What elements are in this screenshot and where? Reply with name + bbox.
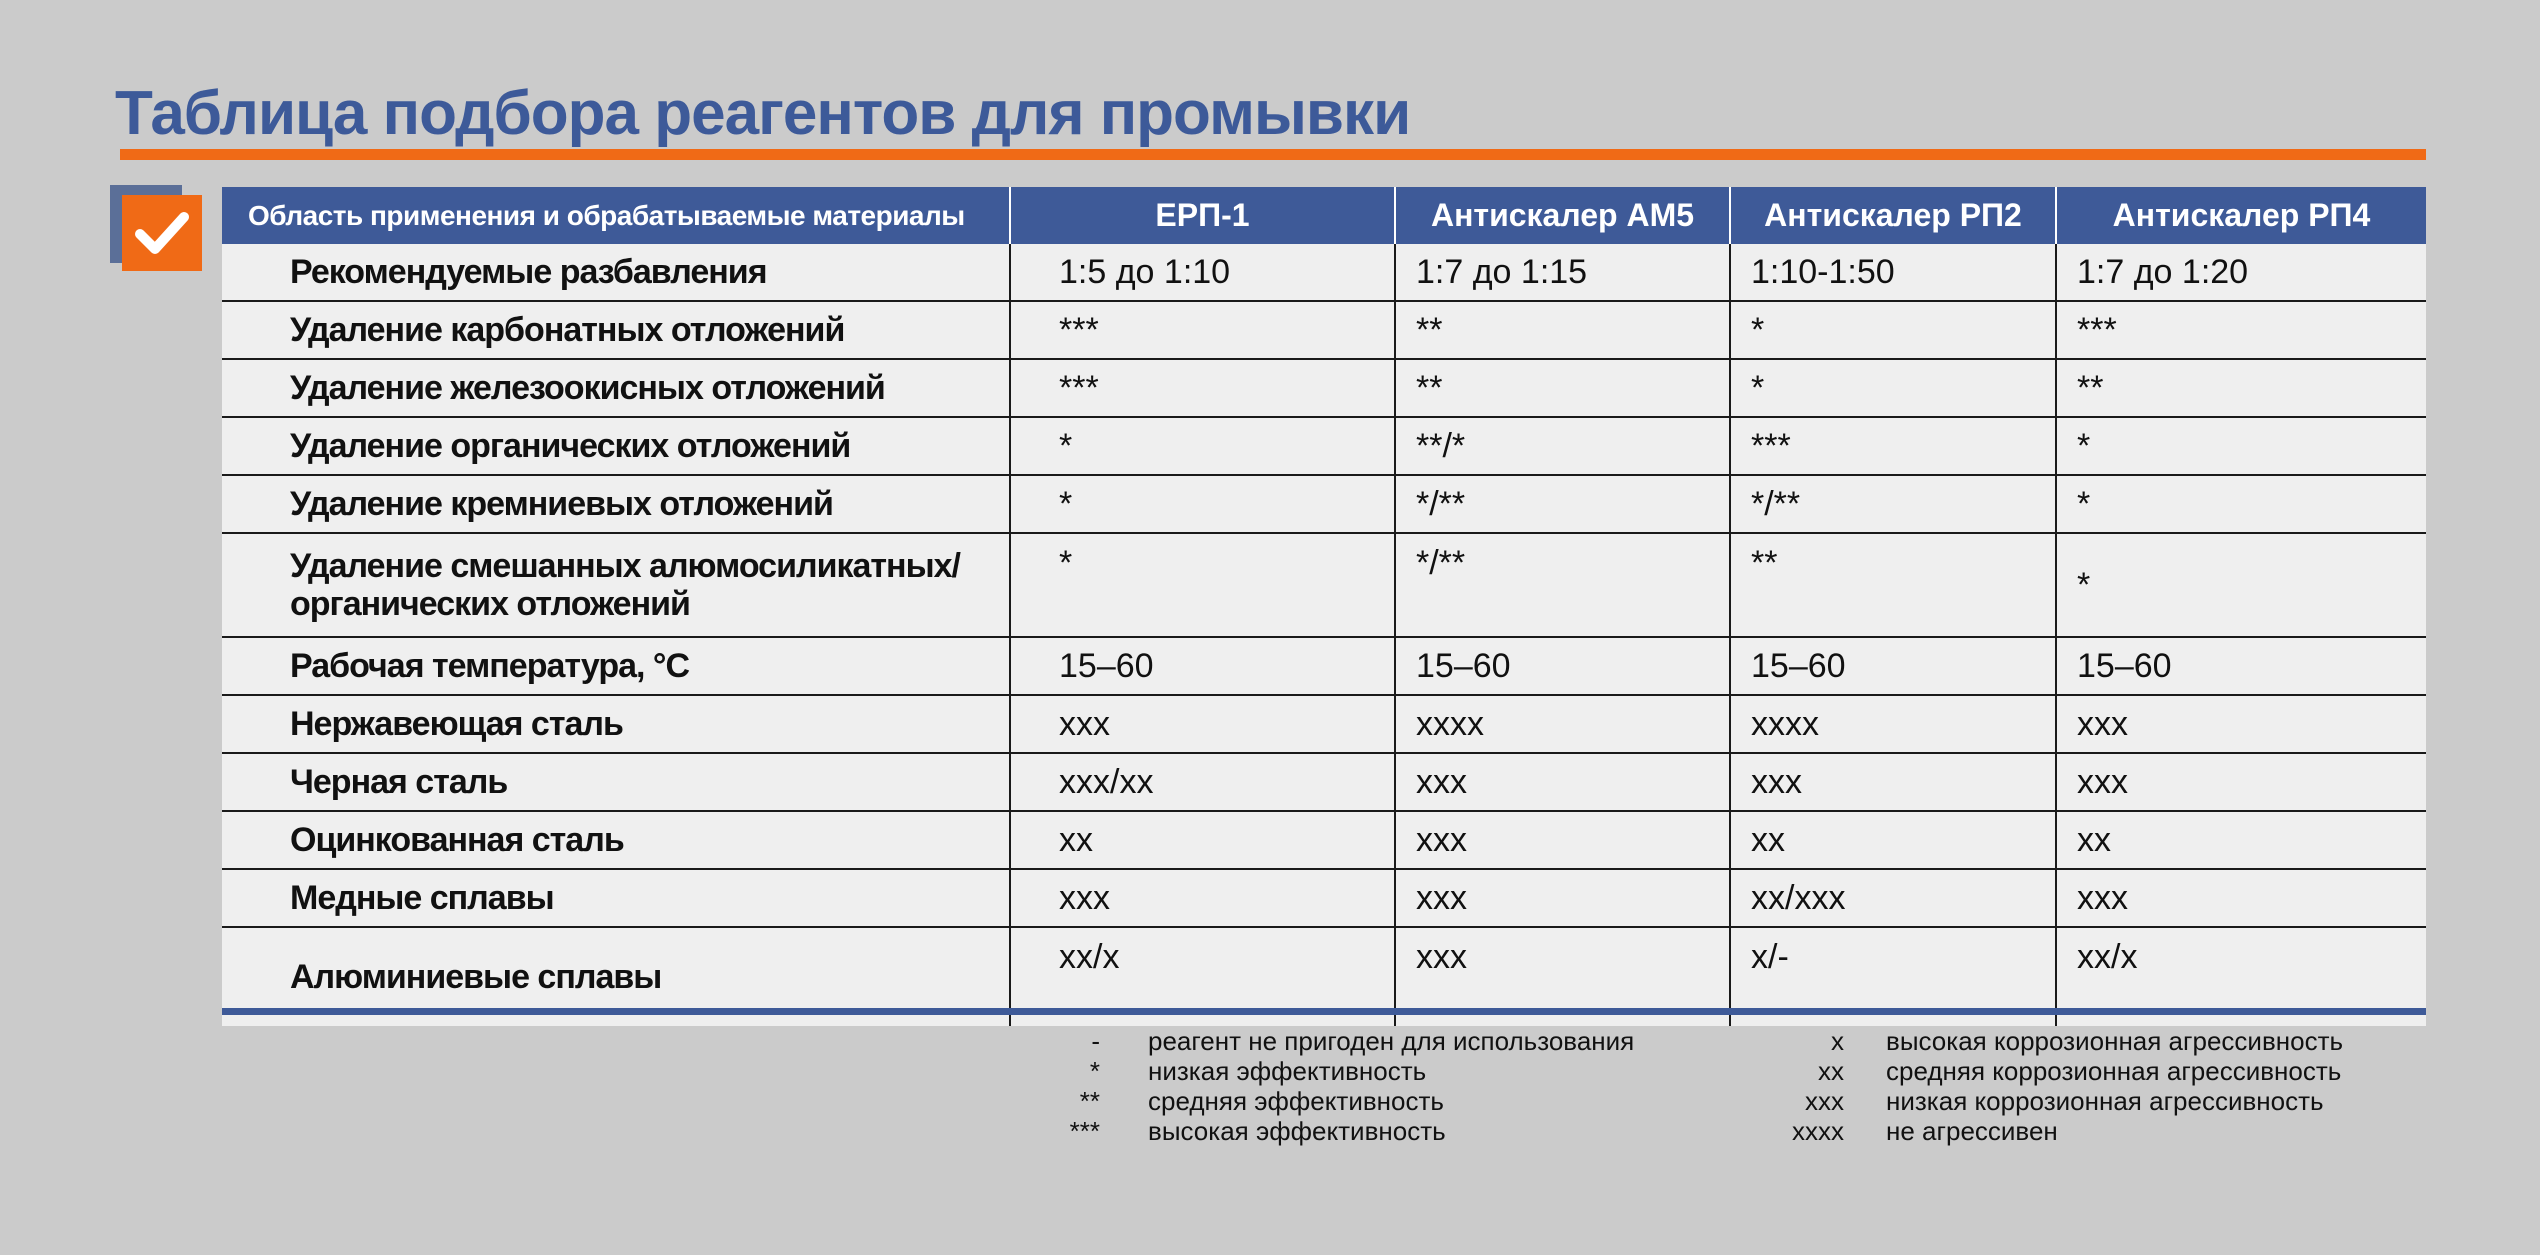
header-rp2: Антискалер РП2 bbox=[1730, 187, 2056, 244]
legend-efficiency bbox=[1040, 1026, 1634, 1146]
cell-value: 1:7 до 1:15 bbox=[1395, 244, 1730, 301]
legend-text: средняя коррозионная агрессивность bbox=[1886, 1056, 2342, 1086]
cell-value: 1:5 до 1:10 bbox=[1010, 244, 1395, 301]
legend-text: низкая коррозионная агрессивность bbox=[1886, 1086, 2324, 1116]
row-label: Удаление железоокисных отложений bbox=[222, 359, 1010, 417]
table-header-row bbox=[222, 187, 2426, 244]
cell-value: * bbox=[1730, 359, 2056, 417]
cell-value: xxx bbox=[1395, 811, 1730, 869]
row-label: Медные сплавы bbox=[222, 869, 1010, 927]
cell-value: 15–60 bbox=[1730, 637, 2056, 695]
cell-value: x/- bbox=[1730, 927, 2056, 1026]
table-row bbox=[222, 695, 2426, 753]
cell-value: xxx bbox=[1010, 869, 1395, 927]
legend-item bbox=[1760, 1086, 2343, 1116]
header-am5: Антискалер АМ5 bbox=[1395, 187, 1730, 244]
legend-text: не агрессивен bbox=[1886, 1116, 2058, 1146]
cell-value: 1:10-1:50 bbox=[1730, 244, 2056, 301]
table-row bbox=[222, 417, 2426, 475]
legend-text: высокая эффективность bbox=[1148, 1116, 1446, 1146]
cell-value: 15–60 bbox=[1010, 637, 1395, 695]
row-label-line2: органических отложений bbox=[290, 585, 690, 623]
cell-value: xx/xxx bbox=[1730, 869, 2056, 927]
legend-symbol: xx bbox=[1818, 1056, 1844, 1086]
checkbox-badge bbox=[122, 195, 202, 271]
cell-value: *** bbox=[1010, 301, 1395, 359]
legend-text: средняя эффективность bbox=[1148, 1086, 1444, 1116]
cell-value: * bbox=[2056, 475, 2426, 533]
row-label-line1: Удаление смешанных алюмосиликатных/ bbox=[290, 547, 960, 585]
legend-item bbox=[1760, 1116, 2343, 1146]
cell-value: ** bbox=[2056, 359, 2426, 417]
cell-value: */** bbox=[1395, 475, 1730, 533]
cell-value: ** bbox=[1730, 533, 2056, 637]
table-row bbox=[222, 869, 2426, 927]
cell-value: */** bbox=[1395, 533, 1730, 637]
cell-value: * bbox=[1010, 417, 1395, 475]
legend-corrosion bbox=[1760, 1026, 2343, 1146]
table-row bbox=[222, 753, 2426, 811]
cell-value: * bbox=[1730, 301, 2056, 359]
cell-value: **/* bbox=[1395, 417, 1730, 475]
cell-value: ** bbox=[1395, 359, 1730, 417]
legend-item bbox=[1040, 1086, 1634, 1116]
table-row bbox=[222, 301, 2426, 359]
row-label: Удаление органических отложений bbox=[222, 417, 1010, 475]
table-row bbox=[222, 244, 2426, 301]
cell-value: xx/x bbox=[1010, 927, 1395, 1026]
cell-value: xxx bbox=[1395, 753, 1730, 811]
row-label: Удаление кремниевых отложений bbox=[222, 475, 1010, 533]
row-label: Рабочая температура, °С bbox=[222, 637, 1010, 695]
cell-value: xxx bbox=[1730, 753, 2056, 811]
page-title: Таблица подбора реагентов для промывки bbox=[115, 79, 1411, 148]
cell-value: *** bbox=[2056, 301, 2426, 359]
cell-value: xx bbox=[1730, 811, 2056, 869]
cell-value: */** bbox=[1730, 475, 2056, 533]
title-underline bbox=[120, 149, 2426, 160]
row-label: Оцинкованная сталь bbox=[222, 811, 1010, 869]
cell-value: xx bbox=[2056, 811, 2426, 869]
row-label: Нержавеющая сталь bbox=[222, 695, 1010, 753]
legend-item bbox=[1040, 1116, 1634, 1146]
legend-symbol: xxx bbox=[1805, 1086, 1844, 1116]
row-label: Рекомендуемые разбавления bbox=[222, 244, 1010, 301]
table-bottom-rule bbox=[222, 1008, 2426, 1015]
table-row bbox=[222, 359, 2426, 417]
legend-item bbox=[1040, 1026, 1634, 1056]
cell-value: xxx bbox=[1010, 695, 1395, 753]
legend-text: низкая эффективность bbox=[1148, 1056, 1427, 1086]
legend-symbol: *** bbox=[1069, 1116, 1100, 1146]
cell-value: 1:7 до 1:20 bbox=[2056, 244, 2426, 301]
legend-text: высокая коррозионная агрессивность bbox=[1886, 1026, 2344, 1056]
cell-value: 15–60 bbox=[1395, 637, 1730, 695]
table-row bbox=[222, 811, 2426, 869]
cell-value: * bbox=[1010, 475, 1395, 533]
legend-text: реагент не пригоден для использования bbox=[1148, 1026, 1635, 1056]
row-label: Удаление карбонатных отложений bbox=[222, 301, 1010, 359]
cell-value: *** bbox=[1730, 417, 2056, 475]
cell-value: xxxx bbox=[1395, 695, 1730, 753]
cell-value: xxx bbox=[2056, 869, 2426, 927]
legend-item bbox=[1040, 1056, 1634, 1086]
legend-symbol: - bbox=[1091, 1026, 1100, 1056]
cell-value: * bbox=[2056, 417, 2426, 475]
cell-value: * bbox=[1010, 533, 1395, 637]
cell-value: * bbox=[2056, 533, 2426, 637]
row-label: Черная сталь bbox=[222, 753, 1010, 811]
reagent-table bbox=[222, 187, 2426, 1026]
cell-value: *** bbox=[1010, 359, 1395, 417]
legend-symbol: ** bbox=[1079, 1086, 1100, 1116]
cell-value: xx bbox=[1010, 811, 1395, 869]
cell-value: xxx/xx bbox=[1010, 753, 1395, 811]
legend-item bbox=[1760, 1026, 2343, 1056]
header-application: Область применения и обрабатываемые материалы bbox=[222, 187, 1010, 244]
table-row bbox=[222, 637, 2426, 695]
cell-value: xxx bbox=[1395, 869, 1730, 927]
legend-symbol: x bbox=[1831, 1026, 1844, 1056]
checkmark-icon bbox=[135, 210, 189, 256]
legend-symbol: xxxx bbox=[1792, 1116, 1844, 1146]
cell-value: xxx bbox=[2056, 753, 2426, 811]
legend-item bbox=[1760, 1056, 2343, 1086]
row-label: Алюминиевые сплавы bbox=[290, 958, 662, 996]
row-label-multiline bbox=[222, 533, 1010, 637]
cell-value: 15–60 bbox=[2056, 637, 2426, 695]
table-row bbox=[222, 533, 2426, 637]
cell-value: xxxx bbox=[1730, 695, 2056, 753]
table-row bbox=[222, 475, 2426, 533]
cell-value: xx/x bbox=[2056, 927, 2426, 1026]
header-erp1: ЕРП-1 bbox=[1010, 187, 1395, 244]
cell-value: xxx bbox=[2056, 695, 2426, 753]
header-rp4: Антискалер РП4 bbox=[2056, 187, 2426, 244]
legend-symbol: * bbox=[1089, 1056, 1100, 1086]
cell-value: ** bbox=[1395, 301, 1730, 359]
cell-value: xxx bbox=[1395, 927, 1730, 1026]
